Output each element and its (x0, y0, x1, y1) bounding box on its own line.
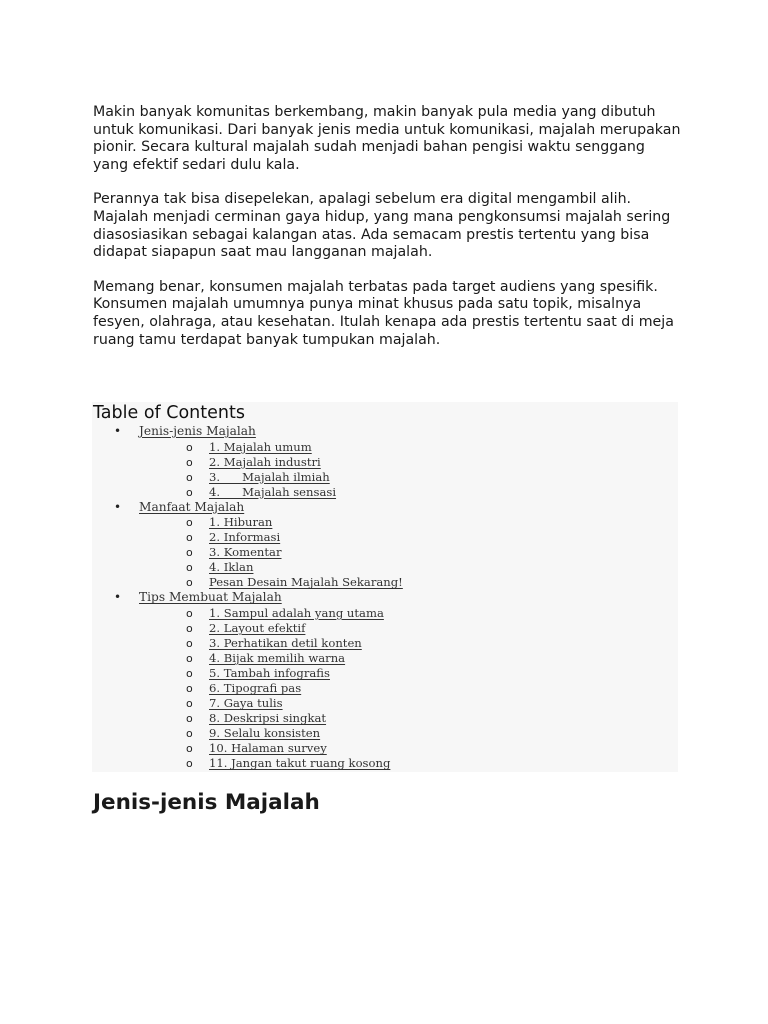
toc-subitem (92, 621, 678, 636)
bullet-icon: • (114, 499, 122, 514)
circle-bullet-icon: o (186, 742, 193, 756)
toc-link[interactable]: 1. Majalah umum (209, 439, 312, 454)
circle-bullet-icon: o (186, 531, 193, 545)
circle-bullet-icon: o (186, 712, 193, 726)
toc-subitem (92, 606, 678, 621)
circle-bullet-icon: o (186, 606, 193, 620)
circle-bullet-icon: o (186, 727, 193, 741)
toc-subitem (92, 741, 678, 756)
toc-link[interactable]: 1. Hiburan (209, 515, 273, 530)
circle-bullet-icon: o (186, 682, 193, 696)
toc-subitem (92, 636, 678, 651)
circle-bullet-icon: o (186, 697, 193, 711)
circle-bullet-icon: o (186, 485, 193, 499)
toc-section-manfaat-majalah (92, 500, 678, 591)
toc-subitem (92, 666, 678, 681)
toc-link[interactable]: 3. Majalah ilmiah (209, 469, 330, 484)
toc-link[interactable]: 5. Tambah infografis (209, 666, 330, 681)
table-of-contents (92, 402, 678, 772)
toc-title: Table of Contents (93, 403, 245, 423)
circle-bullet-icon: o (186, 637, 193, 651)
toc-link[interactable]: 10. Halaman survey (209, 741, 327, 756)
toc-subitem (92, 726, 678, 741)
toc-subitem (92, 545, 678, 560)
toc-section-jenis-jenis-majalah (92, 424, 678, 500)
circle-bullet-icon: o (186, 455, 193, 469)
toc-subitem (92, 696, 678, 711)
circle-bullet-icon: o (186, 667, 193, 681)
circle-bullet-icon: o (186, 757, 193, 771)
intro-paragraph: Perannya tak bisa disepelekan, apalagi sebelum era digital mengambil alih. Majalah menjadi cerminan gaya hidup, yang mana pengkonsumsi majalah sering diasosiasikan sebagai kalangan atas. Ada semacam prestis tertentu yang bisa didapat siapapun saat mau langganan majalah. (93, 191, 671, 261)
circle-bullet-icon: o (186, 440, 193, 454)
toc-list (92, 424, 678, 771)
circle-bullet-icon: o (186, 621, 193, 635)
toc-link[interactable]: 3. Perhatikan detil konten (209, 636, 362, 651)
bullet-icon: • (114, 424, 122, 438)
toc-link[interactable]: 3. Komentar (209, 545, 282, 560)
intro-text (93, 104, 683, 366)
toc-link[interactable]: Pesan Desain Majalah Sekarang! (209, 575, 403, 590)
toc-subitem (92, 711, 678, 726)
toc-link[interactable]: Manfaat Majalah (139, 499, 245, 514)
toc-subitem (92, 756, 678, 771)
toc-subitem (92, 530, 678, 545)
toc-subitem (92, 560, 678, 575)
toc-link[interactable]: 7. Gaya tulis (209, 696, 283, 711)
toc-link[interactable]: 9. Selalu konsisten (209, 726, 321, 741)
circle-bullet-icon: o (186, 576, 193, 590)
toc-subitem (92, 470, 678, 485)
toc-link[interactable]: 11. Jangan takut ruang kosong (209, 756, 391, 771)
toc-subitem (92, 575, 678, 590)
toc-section-tips-membuat-majalah (92, 590, 678, 771)
circle-bullet-icon: o (186, 516, 193, 530)
circle-bullet-icon: o (186, 470, 193, 484)
intro-paragraph: Makin banyak komunitas berkembang, makin banyak pula media yang dibutuh untuk komunikasi. Dari banyak jenis media untuk komunikasi, majalah merupakan pionir. Secara kultural majalah sudah menjadi bahan pengisi waktu senggang yang efektif sedari dulu kala. (93, 104, 681, 173)
circle-bullet-icon: o (186, 561, 193, 575)
toc-subitem (92, 455, 678, 470)
toc-link[interactable]: Tips Membuat Majalah (139, 590, 282, 605)
bullet-icon: • (114, 590, 122, 605)
toc-link[interactable]: 6. Tipografi pas (209, 681, 302, 696)
toc-subitem (92, 681, 678, 696)
toc-link[interactable]: Jenis-jenis Majalah (139, 424, 256, 438)
toc-link[interactable]: 4. Bijak memilih warna (209, 651, 346, 666)
toc-subitem (92, 651, 678, 666)
toc-subitem (92, 515, 678, 530)
toc-link[interactable]: 2. Majalah industri (209, 454, 321, 469)
toc-subitem (92, 440, 678, 455)
circle-bullet-icon: o (186, 652, 193, 666)
toc-link[interactable]: 2. Layout efektif (209, 620, 306, 635)
toc-link[interactable]: 8. Deskripsi singkat (209, 711, 327, 726)
section-heading: Jenis-jenis Majalah (93, 790, 320, 815)
toc-link[interactable]: 2. Informasi (209, 530, 281, 545)
intro-paragraph: Memang benar, konsumen majalah terbatas pada target audiens yang spesifik. Konsumen majalah umumnya punya minat khusus pada satu topik, misalnya fesyen, olahraga, atau kesehatan. Itulah kenapa ada prestis tertentu saat di meja ruang tamu terdapat banyak tumpukan majalah. (93, 278, 674, 348)
toc-subitem (92, 485, 678, 500)
circle-bullet-icon: o (186, 546, 193, 560)
toc-link[interactable]: 1. Sampul adalah yang utama (209, 605, 384, 620)
toc-link[interactable]: 4. Majalah sensasi (209, 484, 337, 499)
toc-link[interactable]: 4. Iklan (209, 560, 254, 575)
